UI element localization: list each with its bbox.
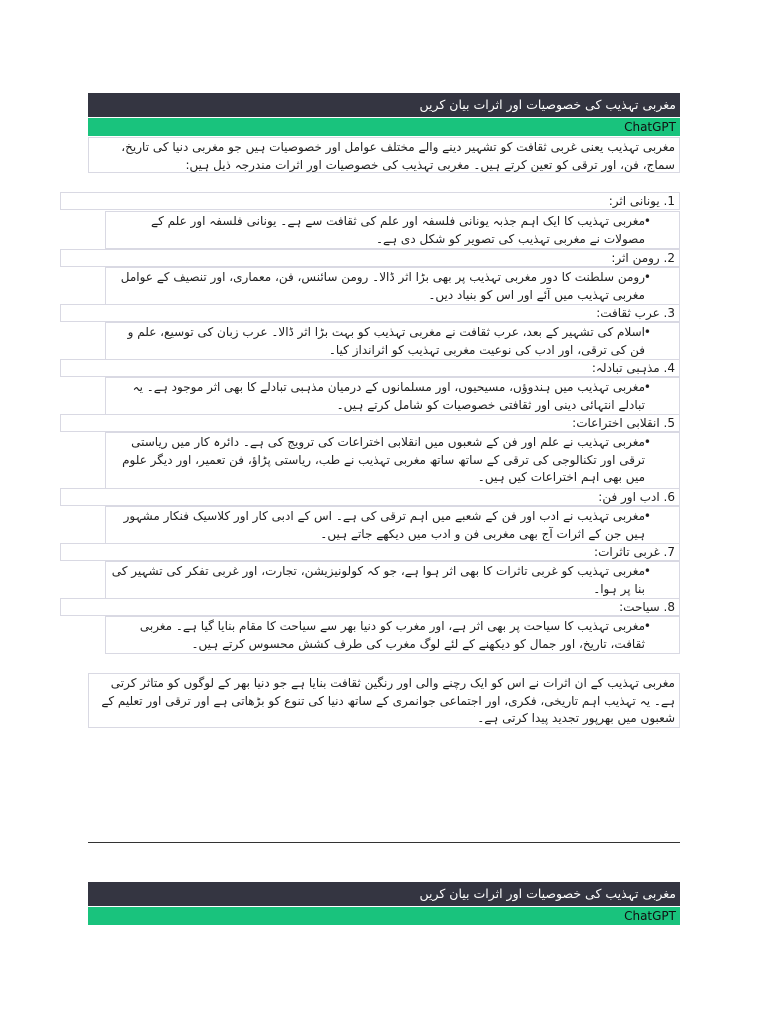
intro-paragraph: مغربی تہذیب یعنی غربی ثقافت کو تشہیر دینے والے مختلف عوامل اور خصوصیات ہیں جو مغربی دنیا کی تاریخ، سماج، فن، اور ترقی کو تعین کرتے ہیں۔ مغربی تہذیب کی خصوصیات اور اثرات مندرجہ ذیل ہیں:: [88, 137, 680, 173]
bullet-icon: •: [643, 619, 651, 633]
section-body: [105, 561, 680, 599]
bullet-icon: •: [643, 380, 651, 394]
section-heading: 5. انقلابی اختراعات:: [60, 414, 680, 432]
chatgpt-label: ChatGPT: [88, 907, 680, 925]
section-text: مغربی تہذیب نے ادب اور فن کے شعبے میں اہم ترقی کی ہے۔ اس کے ادبی کار اور کلاسیک فنکار مشہور ہیں جن کے اثرات آج بھی مغربی فن و ادب میں دیکھے جاتے ہیں۔: [123, 509, 645, 541]
section-body: [105, 267, 680, 305]
bullet-icon: •: [643, 214, 651, 228]
section-body: [105, 616, 680, 654]
section-heading: 6. ادب اور فن:: [60, 488, 680, 506]
section-heading: 4. مذہبی تبادلہ:: [60, 359, 680, 377]
section-heading: 1. یونانی اثر:: [60, 192, 680, 210]
section-text: مغربی تہذیب کا ایک اہم جذبہ یونانی فلسفہ اور علم کی ثقافت سے ہے۔ یونانی فلسفہ اور علم کے مصولات نے مغربی تہذیب کی تصویر کو شکل دی ہے۔: [151, 214, 645, 246]
section-heading: 7. غربی تاثرات:: [60, 543, 680, 561]
section-text: اسلام کی تشہیر کے بعد، عرب ثقافت نے مغربی تہذیب کو بہت بڑا اثر ڈالا۔ عرب زبان کی توسیع، علم و فن کی ترقی، اور ادب کی نوعیت مغربی تہذیب کو اثرانداز کیا۔: [127, 325, 645, 357]
section-body: [105, 377, 680, 415]
page-divider: [88, 842, 680, 843]
bullet-icon: •: [643, 325, 651, 339]
section-text: مغربی تہذیب کا سیاحت پر بھی اثر ہے، اور مغرب کو دنیا بھر سے سیاحت کا مقام بنایا گیا ہے۔ مغربی ثقافت، تاریخ، اور جمال کو دیکھنے کے لئے لوگ مغرب کی طرف کشش محسوس کرتے ہیں۔: [139, 619, 645, 651]
conclusion-paragraph: مغربی تہذیب کے ان اثرات نے اس کو ایک رچنے والی اور رنگین ثقافت بنایا ہے جو دنیا بھر کے لوگوں کو متاثر کرتی ہے۔ یہ تہذیب اہم تاریخی، فکری، اور اجتماعی جوانمری کے ساتھ دنیا کی تنوع کو بڑھاتی ہے اور ترقی اور تعلیم کے شعبوں میں بھرپور تجدید پیدا کرتی ہے۔: [88, 673, 680, 728]
section-body: [105, 432, 680, 489]
bullet-icon: •: [643, 435, 651, 449]
bullet-icon: •: [643, 270, 651, 284]
section-heading: 3. عرب ثقافت:: [60, 304, 680, 322]
section-text: مغربی تہذیب نے علم اور فن کے شعبوں میں انقلابی اختراعات کی ترویج کی ہے۔ دائرہ کار میں ریاستی ترقی اور تکنالوجی کی ترقی کے ساتھ ساتھ مغربی تہذیب نے طب، ریاستی پڑاؤ، فن تعمیر، اور دیگر علوم میں بھی اہم اختراعات کیں ہیں۔: [122, 435, 645, 484]
section-body: [105, 211, 680, 249]
section-text: مغربی تہذیب میں ہندوؤں، مسیحیوں، اور مسلمانوں کے درمیان مذہبی تبادلے کا بھی اثر موجود ہے۔ یہ تبادلے انتہائی دینی اور ثقافتی خصوصیات کو شامل کرتے ہیں۔: [132, 380, 645, 412]
section-text: رومن سلطنت کا دور مغربی تہذیب پر بھی بڑا اثر ڈالا۔ رومن سائنس، فن، معماری، اور تنصیف کے عوامل مغربی تہذیب میں آئے اور اس کو بنیاد دیں۔: [120, 270, 645, 302]
section-text: مغربی تہذیب کو غربی تاثرات کا بھی اثر ہوا ہے، جو کہ کولونیزیشن، تجارت، اور غربی تفکر کی تشہیر کی بنا پر ہوا۔: [111, 564, 645, 596]
bullet-icon: •: [643, 564, 651, 578]
section-body: [105, 322, 680, 360]
question-header: مغربی تہذیب کی خصوصیات اور اثرات بیان کریں: [88, 93, 680, 117]
section-heading: 2. رومن اثر:: [60, 249, 680, 267]
question-header: مغربی تہذیب کی خصوصیات اور اثرات بیان کریں: [88, 882, 680, 906]
section-body: [105, 506, 680, 544]
section-heading: 8. سیاحت:: [60, 598, 680, 616]
bullet-icon: •: [643, 509, 651, 523]
chatgpt-label: ChatGPT: [88, 118, 680, 136]
